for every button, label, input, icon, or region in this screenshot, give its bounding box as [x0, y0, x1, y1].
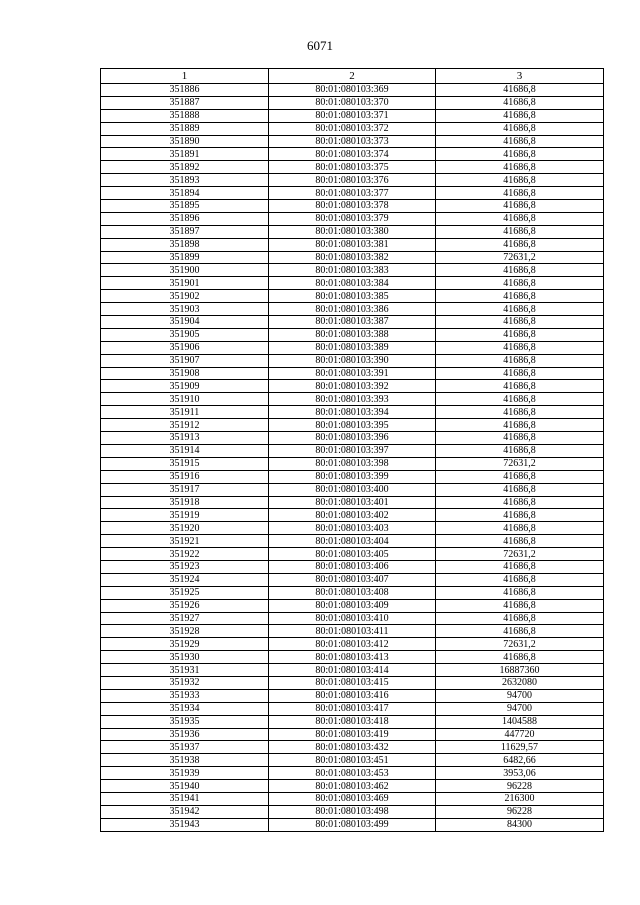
table-row	[101, 522, 604, 535]
cadastral-number-cell: 80:01:080103:419	[269, 728, 436, 741]
table-row	[101, 238, 604, 251]
value-cell: 41686,8	[436, 174, 604, 187]
row-number-cell: 351917	[101, 483, 269, 496]
table-row	[101, 535, 604, 548]
row-number-cell: 351907	[101, 354, 269, 367]
row-number-cell: 351933	[101, 689, 269, 702]
table-row	[101, 212, 604, 225]
value-cell: 72631,2	[436, 638, 604, 651]
page-number: 6071	[307, 38, 333, 53]
row-number-cell: 351895	[101, 200, 269, 213]
row-number-cell: 351896	[101, 212, 269, 225]
value-cell: 41686,8	[436, 625, 604, 638]
cadastral-number-cell: 80:01:080103:400	[269, 483, 436, 496]
table-row	[101, 483, 604, 496]
row-number-cell: 351932	[101, 676, 269, 689]
row-number-cell: 351926	[101, 599, 269, 612]
row-number-cell: 351892	[101, 161, 269, 174]
cadastral-number-cell: 80:01:080103:378	[269, 200, 436, 213]
row-number-cell: 351918	[101, 496, 269, 509]
cadastral-number-cell: 80:01:080103:402	[269, 509, 436, 522]
value-cell: 447720	[436, 728, 604, 741]
cadastral-number-cell: 80:01:080103:383	[269, 264, 436, 277]
table-row	[101, 328, 604, 341]
cadastral-number-cell: 80:01:080103:393	[269, 393, 436, 406]
cadastral-number-cell: 80:01:080103:369	[269, 84, 436, 97]
table-body	[101, 84, 604, 832]
cadastral-number-cell: 80:01:080103:469	[269, 792, 436, 805]
row-number-cell: 351943	[101, 818, 269, 831]
row-number-cell: 351916	[101, 470, 269, 483]
table-header-row	[101, 69, 604, 84]
cadastral-number-cell: 80:01:080103:414	[269, 664, 436, 677]
table-row	[101, 341, 604, 354]
cadastral-number-cell: 80:01:080103:394	[269, 406, 436, 419]
value-cell: 41686,8	[436, 354, 604, 367]
table-row	[101, 754, 604, 767]
row-number-cell: 351901	[101, 277, 269, 290]
cadastral-number-cell: 80:01:080103:412	[269, 638, 436, 651]
cadastral-number-cell: 80:01:080103:391	[269, 367, 436, 380]
row-number-cell: 351891	[101, 148, 269, 161]
value-cell: 72631,2	[436, 457, 604, 470]
cadastral-number-cell: 80:01:080103:388	[269, 328, 436, 341]
value-cell: 96228	[436, 805, 604, 818]
table-row	[101, 702, 604, 715]
value-cell: 41686,8	[436, 496, 604, 509]
value-cell: 41686,8	[436, 444, 604, 457]
cadastral-number-cell: 80:01:080103:408	[269, 586, 436, 599]
row-number-cell: 351934	[101, 702, 269, 715]
table-row	[101, 792, 604, 805]
cadastral-number-cell: 80:01:080103:398	[269, 457, 436, 470]
row-number-cell: 351929	[101, 638, 269, 651]
row-number-cell: 351886	[101, 84, 269, 97]
value-cell: 41686,8	[436, 367, 604, 380]
value-cell: 41686,8	[436, 316, 604, 329]
table-row	[101, 548, 604, 561]
table-row	[101, 741, 604, 754]
cadastral-number-cell: 80:01:080103:385	[269, 290, 436, 303]
table-row	[101, 728, 604, 741]
value-cell: 41686,8	[436, 341, 604, 354]
cadastral-number-cell: 80:01:080103:451	[269, 754, 436, 767]
cadastral-number-cell: 80:01:080103:372	[269, 122, 436, 135]
row-number-cell: 351931	[101, 664, 269, 677]
row-number-cell: 351889	[101, 122, 269, 135]
row-number-cell: 351911	[101, 406, 269, 419]
value-cell: 41686,8	[436, 380, 604, 393]
table-row	[101, 96, 604, 109]
cadastral-number-cell: 80:01:080103:379	[269, 212, 436, 225]
table-row	[101, 715, 604, 728]
value-cell: 1404588	[436, 715, 604, 728]
value-cell: 41686,8	[436, 328, 604, 341]
table-row	[101, 251, 604, 264]
table-row	[101, 780, 604, 793]
cadastral-number-cell: 80:01:080103:375	[269, 161, 436, 174]
row-number-cell: 351914	[101, 444, 269, 457]
value-cell: 96228	[436, 780, 604, 793]
value-cell: 41686,8	[436, 290, 604, 303]
table-row	[101, 135, 604, 148]
value-cell: 41686,8	[436, 84, 604, 97]
value-cell: 41686,8	[436, 264, 604, 277]
row-number-cell: 351912	[101, 419, 269, 432]
table-row	[101, 393, 604, 406]
table-row	[101, 638, 604, 651]
table-row	[101, 406, 604, 419]
value-cell: 41686,8	[436, 406, 604, 419]
table-row	[101, 174, 604, 187]
cadastral-number-cell: 80:01:080103:371	[269, 109, 436, 122]
table-row	[101, 586, 604, 599]
cadastral-number-cell: 80:01:080103:390	[269, 354, 436, 367]
row-number-cell: 351941	[101, 792, 269, 805]
table-row	[101, 444, 604, 457]
value-cell: 72631,2	[436, 548, 604, 561]
table-row	[101, 109, 604, 122]
table-row	[101, 354, 604, 367]
value-cell: 41686,8	[436, 509, 604, 522]
cadastral-number-cell: 80:01:080103:370	[269, 96, 436, 109]
table-row	[101, 457, 604, 470]
table-row	[101, 767, 604, 780]
row-number-cell: 351922	[101, 548, 269, 561]
table-row	[101, 573, 604, 586]
value-cell: 41686,8	[436, 135, 604, 148]
row-number-cell: 351902	[101, 290, 269, 303]
value-cell: 41686,8	[436, 96, 604, 109]
row-number-cell: 351899	[101, 251, 269, 264]
table-row	[101, 625, 604, 638]
value-cell: 16887360	[436, 664, 604, 677]
row-number-cell: 351894	[101, 187, 269, 200]
row-number-cell: 351925	[101, 586, 269, 599]
table-row	[101, 367, 604, 380]
row-number-cell: 351935	[101, 715, 269, 728]
table-row	[101, 419, 604, 432]
row-number-cell: 351890	[101, 135, 269, 148]
value-cell: 2632080	[436, 676, 604, 689]
value-cell: 41686,8	[436, 522, 604, 535]
cadastral-number-cell: 80:01:080103:397	[269, 444, 436, 457]
cadastral-number-cell: 80:01:080103:411	[269, 625, 436, 638]
table-row	[101, 689, 604, 702]
cadastral-number-cell: 80:01:080103:401	[269, 496, 436, 509]
table-row	[101, 316, 604, 329]
value-cell: 41686,8	[436, 109, 604, 122]
row-number-cell: 351893	[101, 174, 269, 187]
cadastral-number-cell: 80:01:080103:395	[269, 419, 436, 432]
cadastral-number-cell: 80:01:080103:415	[269, 676, 436, 689]
row-number-cell: 351936	[101, 728, 269, 741]
value-cell: 41686,8	[436, 238, 604, 251]
table-row	[101, 432, 604, 445]
row-number-cell: 351930	[101, 651, 269, 664]
row-number-cell: 351887	[101, 96, 269, 109]
row-number-cell: 351938	[101, 754, 269, 767]
cadastral-number-cell: 80:01:080103:432	[269, 741, 436, 754]
value-cell: 72631,2	[436, 251, 604, 264]
row-number-cell: 351919	[101, 509, 269, 522]
cadastral-number-cell: 80:01:080103:403	[269, 522, 436, 535]
cadastral-number-cell: 80:01:080103:407	[269, 573, 436, 586]
row-number-cell: 351909	[101, 380, 269, 393]
cadastral-number-cell: 80:01:080103:417	[269, 702, 436, 715]
row-number-cell: 351920	[101, 522, 269, 535]
value-cell: 41686,8	[436, 535, 604, 548]
table-row	[101, 200, 604, 213]
value-cell: 11629,57	[436, 741, 604, 754]
cadastral-number-cell: 80:01:080103:410	[269, 612, 436, 625]
value-cell: 41686,8	[436, 419, 604, 432]
cadastral-number-cell: 80:01:080103:381	[269, 238, 436, 251]
row-number-cell: 351913	[101, 432, 269, 445]
table-row	[101, 380, 604, 393]
row-number-cell: 351905	[101, 328, 269, 341]
table-row	[101, 560, 604, 573]
cadastral-number-cell: 80:01:080103:389	[269, 341, 436, 354]
cadastral-number-cell: 80:01:080103:373	[269, 135, 436, 148]
cadastral-number-cell: 80:01:080103:406	[269, 560, 436, 573]
value-cell: 41686,8	[436, 586, 604, 599]
column-header-2: 2	[269, 69, 436, 84]
value-cell: 41686,8	[436, 212, 604, 225]
value-cell: 41686,8	[436, 432, 604, 445]
value-cell: 41686,8	[436, 225, 604, 238]
cadastral-number-cell: 80:01:080103:382	[269, 251, 436, 264]
value-cell: 41686,8	[436, 651, 604, 664]
row-number-cell: 351942	[101, 805, 269, 818]
table-row	[101, 805, 604, 818]
value-cell: 41686,8	[436, 470, 604, 483]
table-row	[101, 496, 604, 509]
table-row	[101, 651, 604, 664]
row-number-cell: 351888	[101, 109, 269, 122]
cadastral-number-cell: 80:01:080103:380	[269, 225, 436, 238]
value-cell: 94700	[436, 702, 604, 715]
cadastral-number-cell: 80:01:080103:396	[269, 432, 436, 445]
row-number-cell: 351923	[101, 560, 269, 573]
cadastral-number-cell: 80:01:080103:399	[269, 470, 436, 483]
cadastral-number-cell: 80:01:080103:386	[269, 303, 436, 316]
cadastral-number-cell: 80:01:080103:405	[269, 548, 436, 561]
row-number-cell: 351921	[101, 535, 269, 548]
cadastral-number-cell: 80:01:080103:404	[269, 535, 436, 548]
cadastral-number-cell: 80:01:080103:416	[269, 689, 436, 702]
cadastral-number-cell: 80:01:080103:462	[269, 780, 436, 793]
table-row	[101, 187, 604, 200]
cadastral-number-cell: 80:01:080103:413	[269, 651, 436, 664]
row-number-cell: 351924	[101, 573, 269, 586]
value-cell: 41686,8	[436, 122, 604, 135]
value-cell: 41686,8	[436, 148, 604, 161]
value-cell: 94700	[436, 689, 604, 702]
value-cell: 41686,8	[436, 393, 604, 406]
cadastral-number-cell: 80:01:080103:376	[269, 174, 436, 187]
table-row	[101, 303, 604, 316]
cadastral-number-cell: 80:01:080103:377	[269, 187, 436, 200]
row-number-cell: 351939	[101, 767, 269, 780]
row-number-cell: 351900	[101, 264, 269, 277]
cadastral-number-cell: 80:01:080103:498	[269, 805, 436, 818]
row-number-cell: 351940	[101, 780, 269, 793]
column-header-1: 1	[101, 69, 269, 84]
cadastral-number-cell: 80:01:080103:392	[269, 380, 436, 393]
row-number-cell: 351927	[101, 612, 269, 625]
table-row	[101, 509, 604, 522]
cadastral-number-cell: 80:01:080103:374	[269, 148, 436, 161]
cadastral-number-cell: 80:01:080103:384	[269, 277, 436, 290]
value-cell: 84300	[436, 818, 604, 831]
row-number-cell: 351928	[101, 625, 269, 638]
table-row	[101, 676, 604, 689]
table-row	[101, 161, 604, 174]
table-row	[101, 225, 604, 238]
table-row	[101, 599, 604, 612]
value-cell: 41686,8	[436, 200, 604, 213]
value-cell: 41686,8	[436, 599, 604, 612]
value-cell: 41686,8	[436, 303, 604, 316]
table-row	[101, 122, 604, 135]
row-number-cell: 351897	[101, 225, 269, 238]
row-number-cell: 351904	[101, 316, 269, 329]
table-row	[101, 664, 604, 677]
column-header-3: 3	[436, 69, 604, 84]
table-row	[101, 612, 604, 625]
row-number-cell: 351903	[101, 303, 269, 316]
value-cell: 6482,66	[436, 754, 604, 767]
row-number-cell: 351906	[101, 341, 269, 354]
value-cell: 216300	[436, 792, 604, 805]
row-number-cell: 351908	[101, 367, 269, 380]
cadastral-number-cell: 80:01:080103:499	[269, 818, 436, 831]
value-cell: 41686,8	[436, 560, 604, 573]
value-cell: 41686,8	[436, 612, 604, 625]
value-cell: 41686,8	[436, 573, 604, 586]
table-row	[101, 290, 604, 303]
value-cell: 41686,8	[436, 483, 604, 496]
row-number-cell: 351937	[101, 741, 269, 754]
cadastral-number-cell: 80:01:080103:418	[269, 715, 436, 728]
table-row	[101, 277, 604, 290]
cadastral-number-cell: 80:01:080103:409	[269, 599, 436, 612]
row-number-cell: 351915	[101, 457, 269, 470]
table-row	[101, 84, 604, 97]
table-row	[101, 148, 604, 161]
row-number-cell: 351910	[101, 393, 269, 406]
cadastral-number-cell: 80:01:080103:387	[269, 316, 436, 329]
table-row	[101, 818, 604, 831]
value-cell: 3953,06	[436, 767, 604, 780]
row-number-cell: 351898	[101, 238, 269, 251]
value-cell: 41686,8	[436, 277, 604, 290]
data-table	[100, 68, 604, 832]
table-row	[101, 470, 604, 483]
value-cell: 41686,8	[436, 161, 604, 174]
table-row	[101, 264, 604, 277]
value-cell: 41686,8	[436, 187, 604, 200]
cadastral-number-cell: 80:01:080103:453	[269, 767, 436, 780]
